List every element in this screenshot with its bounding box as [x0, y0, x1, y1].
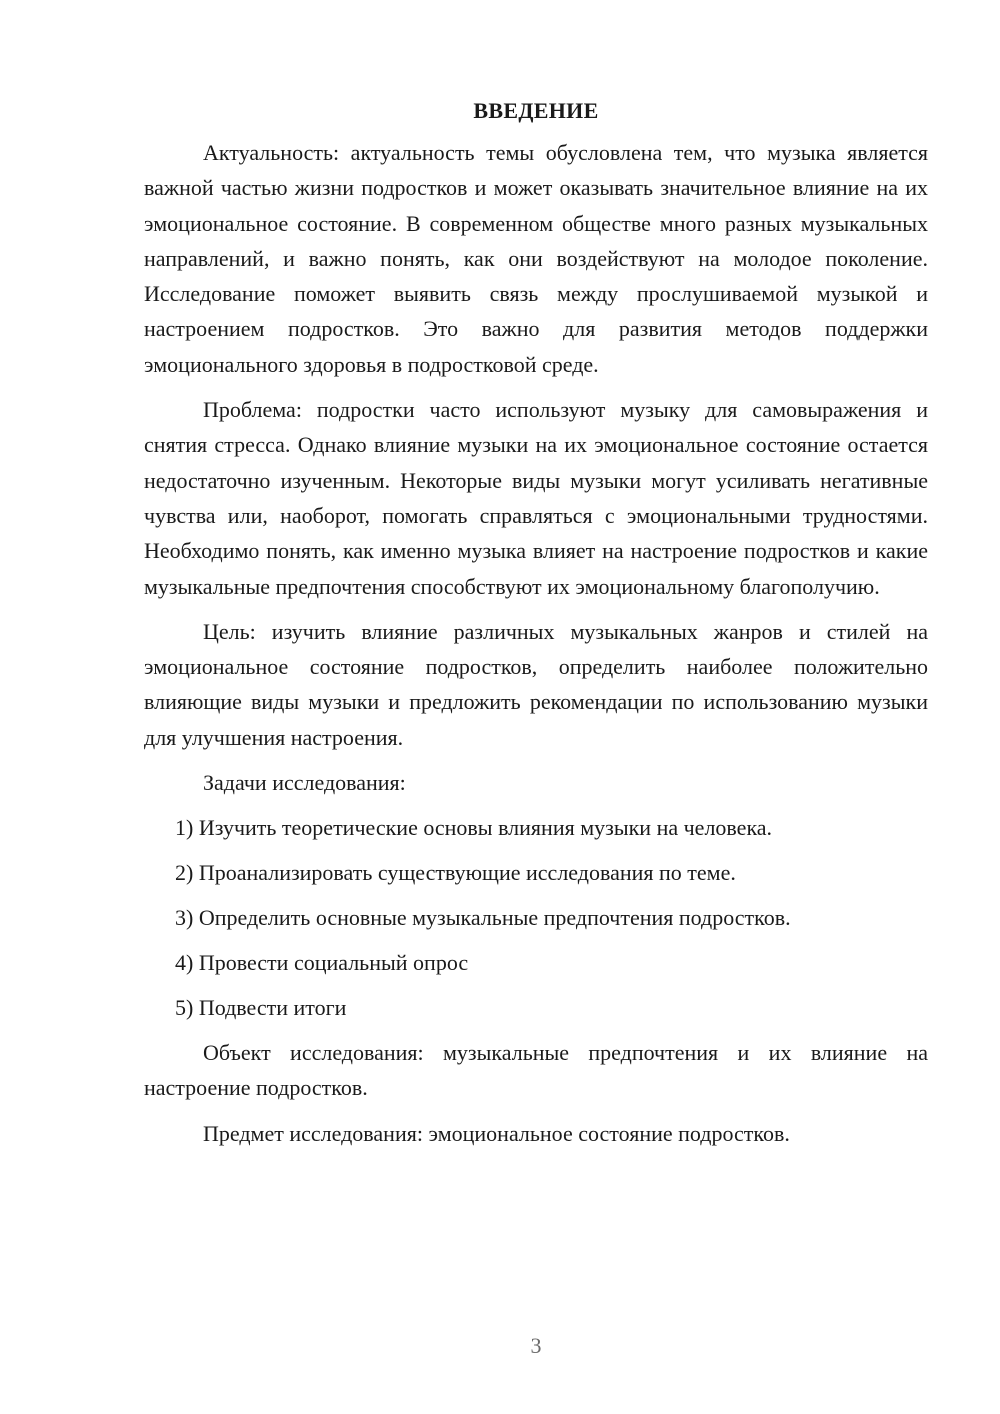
subject-paragraph: Предмет исследования: эмоциональное состояние подростков.	[203, 1120, 790, 1146]
page-number: 3	[530, 1333, 542, 1358]
document-page	[144, 96, 928, 1161]
task-item: 2) Проанализировать существующие исследования по теме.	[175, 860, 736, 886]
task-item: 5) Подвести итоги	[175, 995, 347, 1021]
task-item: 4) Провести социальный опрос	[175, 950, 469, 976]
problem-paragraph: Проблема: подростки часто используют музыку для самовыражения и снятия стресса. Однако влияние музыки на их эмоциональное состояние остается недостаточно изученным. Некоторые виды музыки могут усиливать негативные чувства или, наоборот, помогать справляться с эмоциональными трудностями. Необходимо понять, как именно музыка влияет на настроение подростков и какие музыкальные предпочтения способствуют их эмоциональному благополучию.	[144, 397, 928, 599]
tasks-list	[144, 810, 928, 1025]
task-item: 1) Изучить теоретические основы влияния музыки на человека.	[175, 815, 773, 841]
goal-paragraph: Цель: изучить влияние различных музыкальных жанров и стилей на эмоциональное состояние подростков, определить наиболее положительно влияющие виды музыки и предложить рекомендации по использованию музыки для улучшения настроения.	[144, 618, 928, 750]
page-title: ВВЕДЕНИЕ	[473, 98, 599, 123]
task-item: 3) Определить основные музыкальные предпочтения подростков.	[175, 905, 791, 931]
relevance-paragraph: Актуальность: актуальность темы обусловлена тем, что музыка является важной частью жизни подростков и может оказывать значительное влияние на их эмоциональное состояние. В современном обществе много разных музыкальных направлений, и важно понять, как они воздействуют на молодое поколение. Исследование поможет выявить связь между прослушиваемой музыкой и настроением подростков. Это важно для развития методов поддержки эмоционального здоровья в подростковой среде.	[144, 140, 928, 377]
object-paragraph: Объект исследования: музыкальные предпочтения и их влияние на настроение подростков.	[144, 1040, 928, 1101]
tasks-heading: Задачи исследования:	[203, 770, 406, 796]
